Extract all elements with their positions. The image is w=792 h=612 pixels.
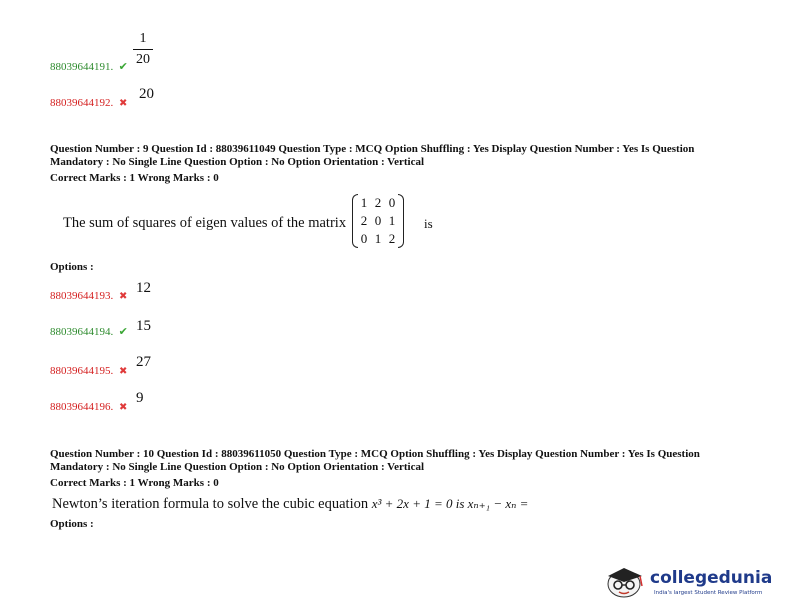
option-value: 27 [136, 354, 151, 370]
matrix-cell: 2 [374, 195, 382, 210]
option-id: 88039644195. [50, 365, 114, 377]
options-label: Options : [50, 518, 94, 530]
matrix-cell: 0 [374, 213, 382, 228]
fraction-value [133, 30, 153, 69]
option-row [50, 361, 129, 379]
question-meta-line: Mandatory : No Single Line Question Option : No Option Orientation : Vertical [50, 156, 425, 168]
fraction-bar [133, 49, 153, 50]
option-row [50, 286, 129, 304]
fraction-denominator: 20 [136, 52, 150, 67]
matrix-cell: 1 [374, 231, 382, 246]
logo-name: collegedunia [650, 568, 773, 588]
matrix-cell: 2 [388, 231, 396, 246]
question-meta [50, 143, 770, 169]
option-id: 88039644193. [50, 290, 114, 302]
question-meta-line: Mandatory : No Single Line Question Option : No Option Orientation : Vertical [50, 461, 425, 473]
check-icon: ✔ [118, 61, 128, 73]
cross-icon: ✖ [119, 366, 128, 377]
option-value: 20 [139, 86, 154, 102]
option-row [50, 57, 129, 75]
question-meta [50, 448, 770, 474]
question-text: The sum of squares of eigen values of the matrix [63, 215, 347, 231]
option-id: 88039644194. [50, 326, 114, 338]
check-icon: ✔ [118, 326, 128, 338]
question-marks: Correct Marks : 1 Wrong Marks : 0 [50, 172, 219, 184]
option-value: 9 [136, 390, 144, 406]
option-row [50, 397, 129, 415]
question-marks: Correct Marks : 1 Wrong Marks : 0 [50, 477, 219, 489]
matrix [352, 194, 404, 247]
matrix-cell: 1 [388, 213, 396, 228]
options-label: Options : [50, 261, 94, 273]
matrix-cell: 0 [388, 195, 396, 210]
cross-icon: ✖ [119, 291, 128, 302]
question-text [52, 496, 528, 513]
question-equation: x³ + 2x + 1 = 0 is xₙ₊₁ − xₙ = [371, 496, 529, 511]
fraction-numerator: 1 [139, 31, 147, 46]
question-meta-line: Question Number : 10 Question Id : 88039611050 Question Type : MCQ Option Shuffling : Yes Display Question Number : Yes Is Question [50, 448, 700, 460]
option-value: 12 [136, 280, 151, 296]
cross-icon: ✖ [119, 98, 128, 109]
collegedunia-logo [604, 562, 784, 602]
matrix-cell: 0 [360, 231, 368, 246]
question-meta-line: Question Number : 9 Question Id : 88039611049 Question Type : MCQ Option Shuffling : Yes Display Question Number : Yes Is Question [50, 143, 695, 155]
option-row [50, 322, 129, 340]
matrix-cell: 1 [360, 195, 368, 210]
logo-tagline: India's largest Student Review Platform [654, 590, 763, 596]
option-value: 15 [136, 318, 151, 334]
question-text-suffix: is [424, 216, 433, 231]
option-row [50, 93, 129, 111]
mascot-icon [604, 564, 648, 600]
question-text-body: Newton’s iteration formula to solve the cubic equation [52, 496, 369, 512]
matrix-cell: 2 [360, 213, 368, 228]
cross-icon: ✖ [119, 402, 128, 413]
option-id: 88039644191. [50, 61, 114, 73]
option-id: 88039644196. [50, 401, 114, 413]
matrix-grid [352, 195, 404, 247]
option-id: 88039644192. [50, 97, 114, 109]
